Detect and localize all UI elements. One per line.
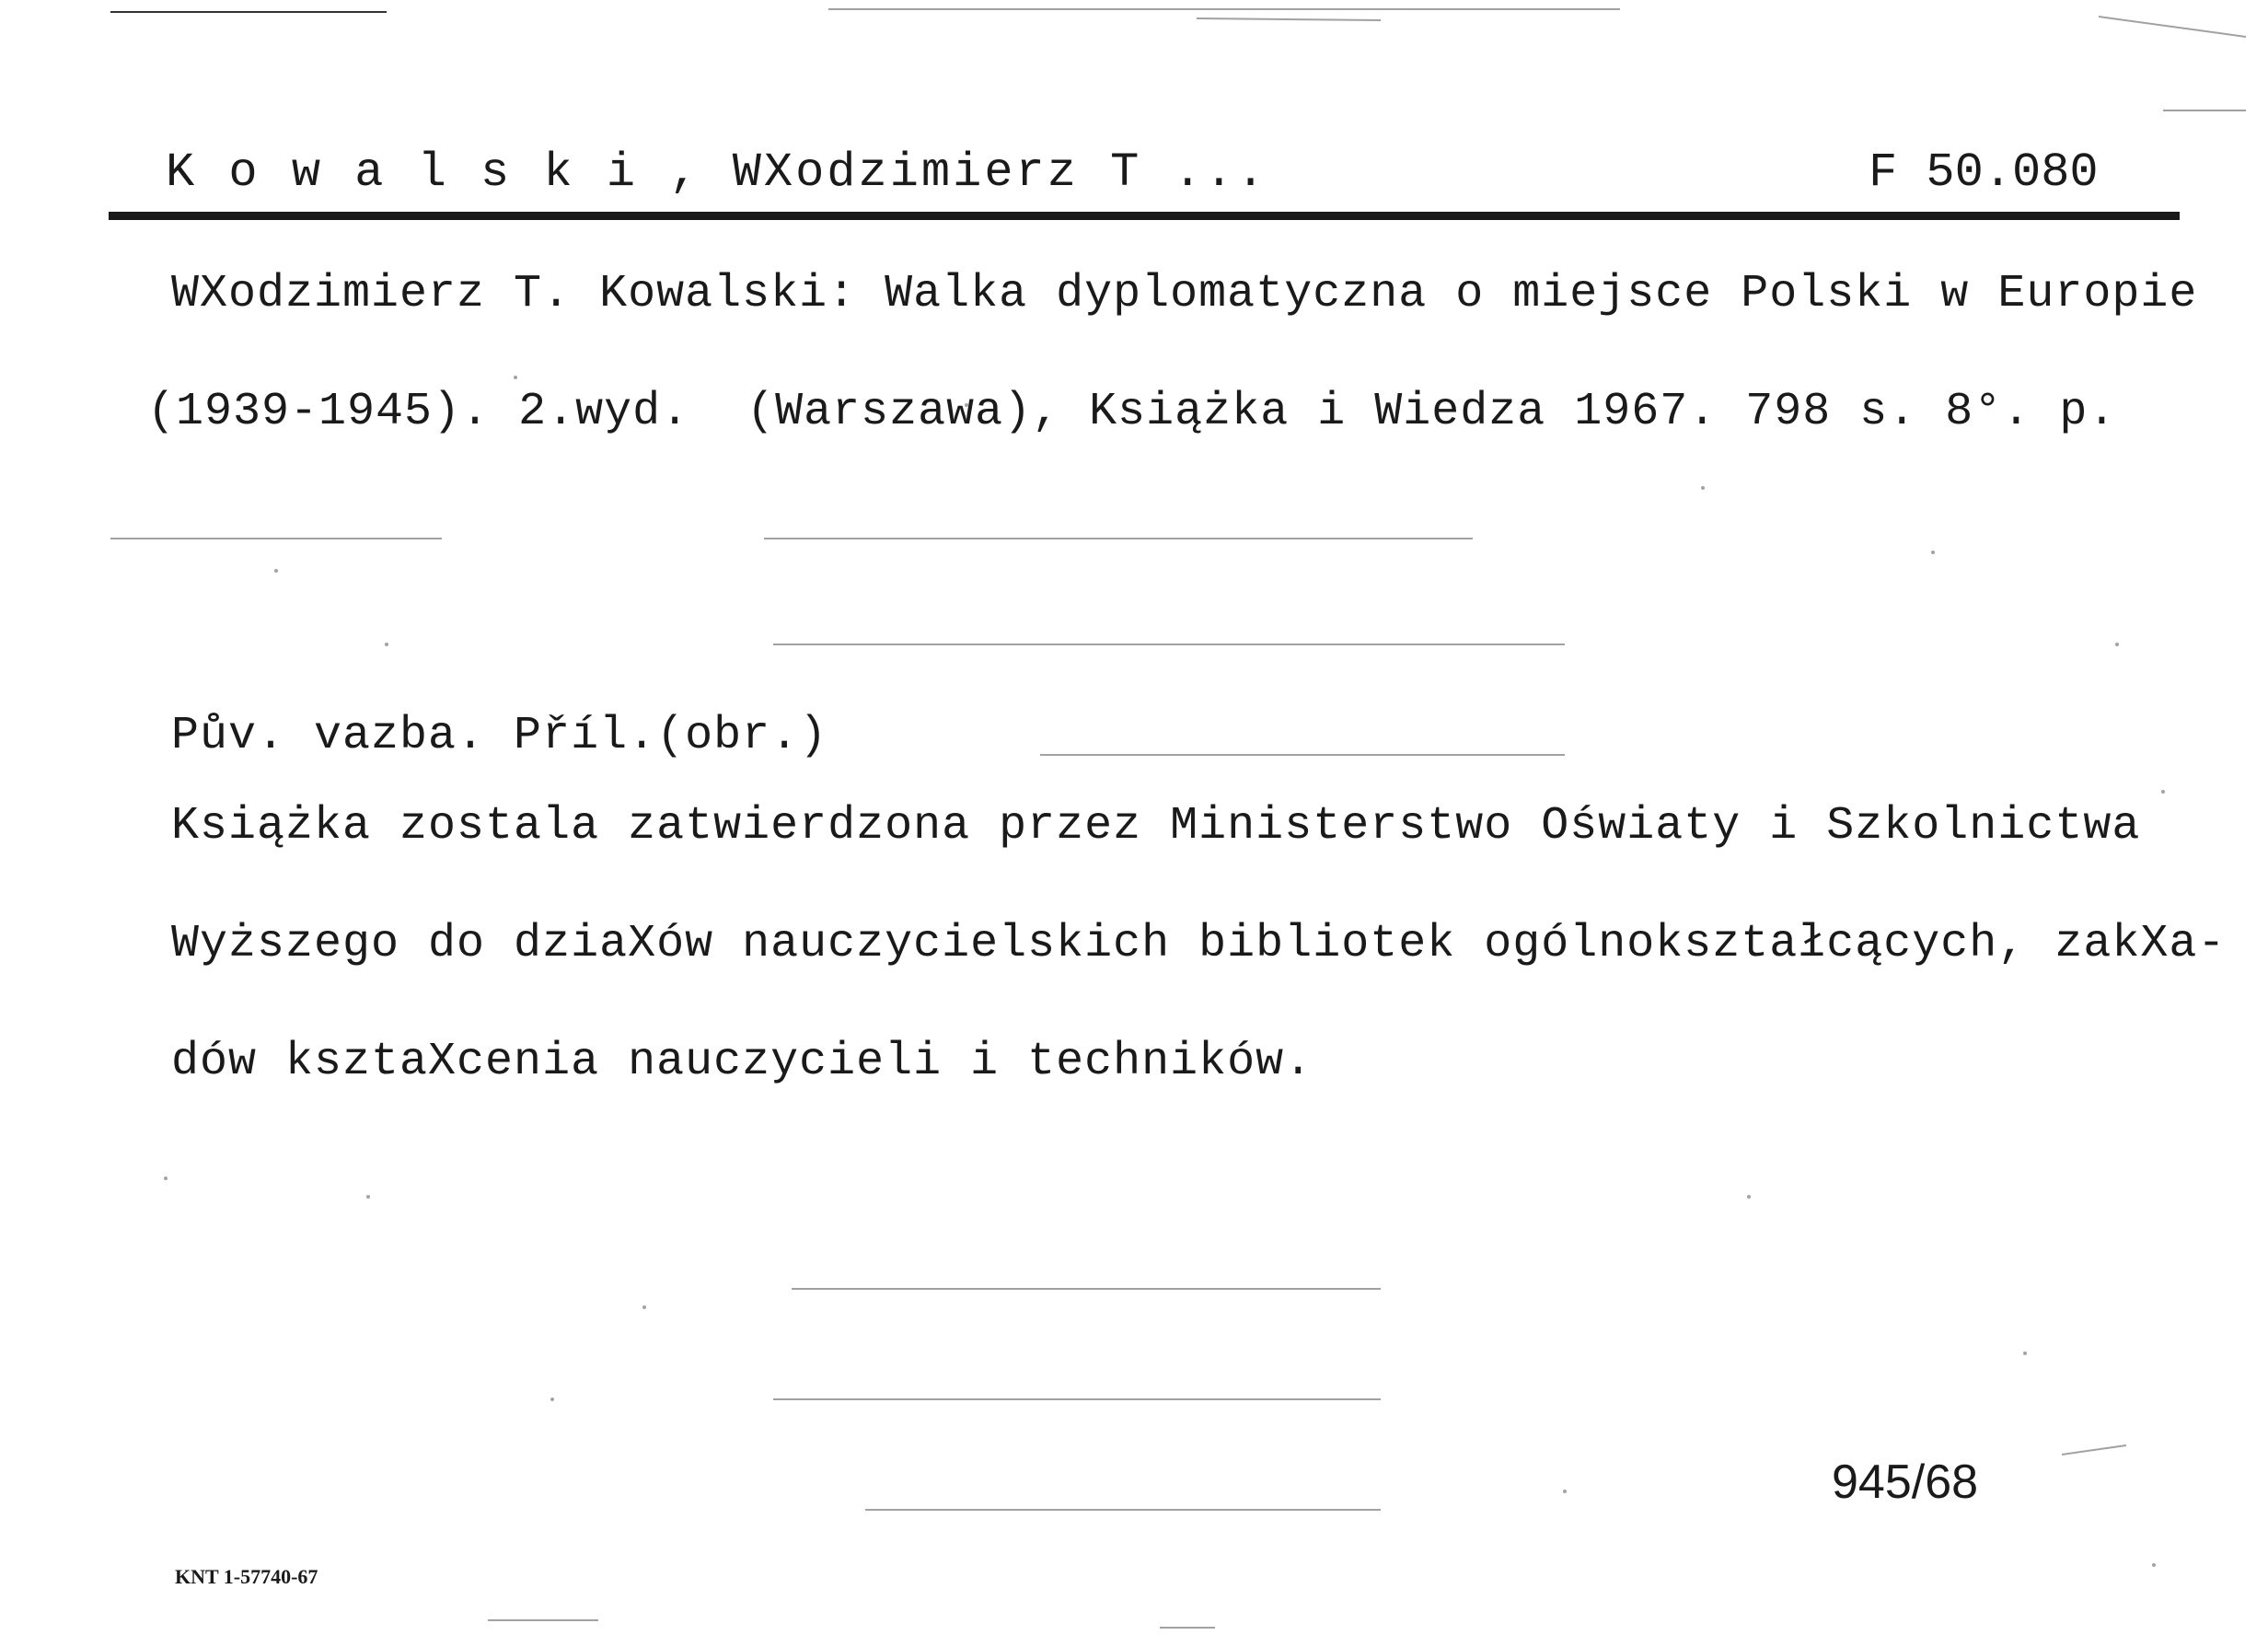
author-heading: K o w a l s k i , WXodzimierz T ... [166,145,1268,200]
print-code: KNT 1-57740-67 [175,1565,318,1588]
note-line-2: Książka zostala zatwierdzona przez Ministerstwo Oświaty i Szkolnictwa [171,800,2141,852]
top-edge-line [110,11,387,13]
note-line-4: dów ksztaXcenia nauczycieli i techników. [171,1036,1313,1088]
entry-line-1: WXodzimierz T. Kowalski: Walka dyplomatyczna o miejsce Polski w Europie [171,268,2198,320]
note-line-1: Pův. vazba. Příl.(obr.) [171,710,828,762]
call-number: F 50.080 [1869,145,2099,200]
note-line-3: Wyższego do dziaXów nauczycielskich bibliotek ogólnokształcących, zakXa- [171,918,2227,970]
accession-number: 945/68 [1832,1455,1979,1509]
entry-line-2: (1939-1945). 2.wyd. (Warszawa), Książka i Wiedza 1967. 798 s. 8°. p. [147,386,2117,438]
heading-rule [109,212,2180,220]
